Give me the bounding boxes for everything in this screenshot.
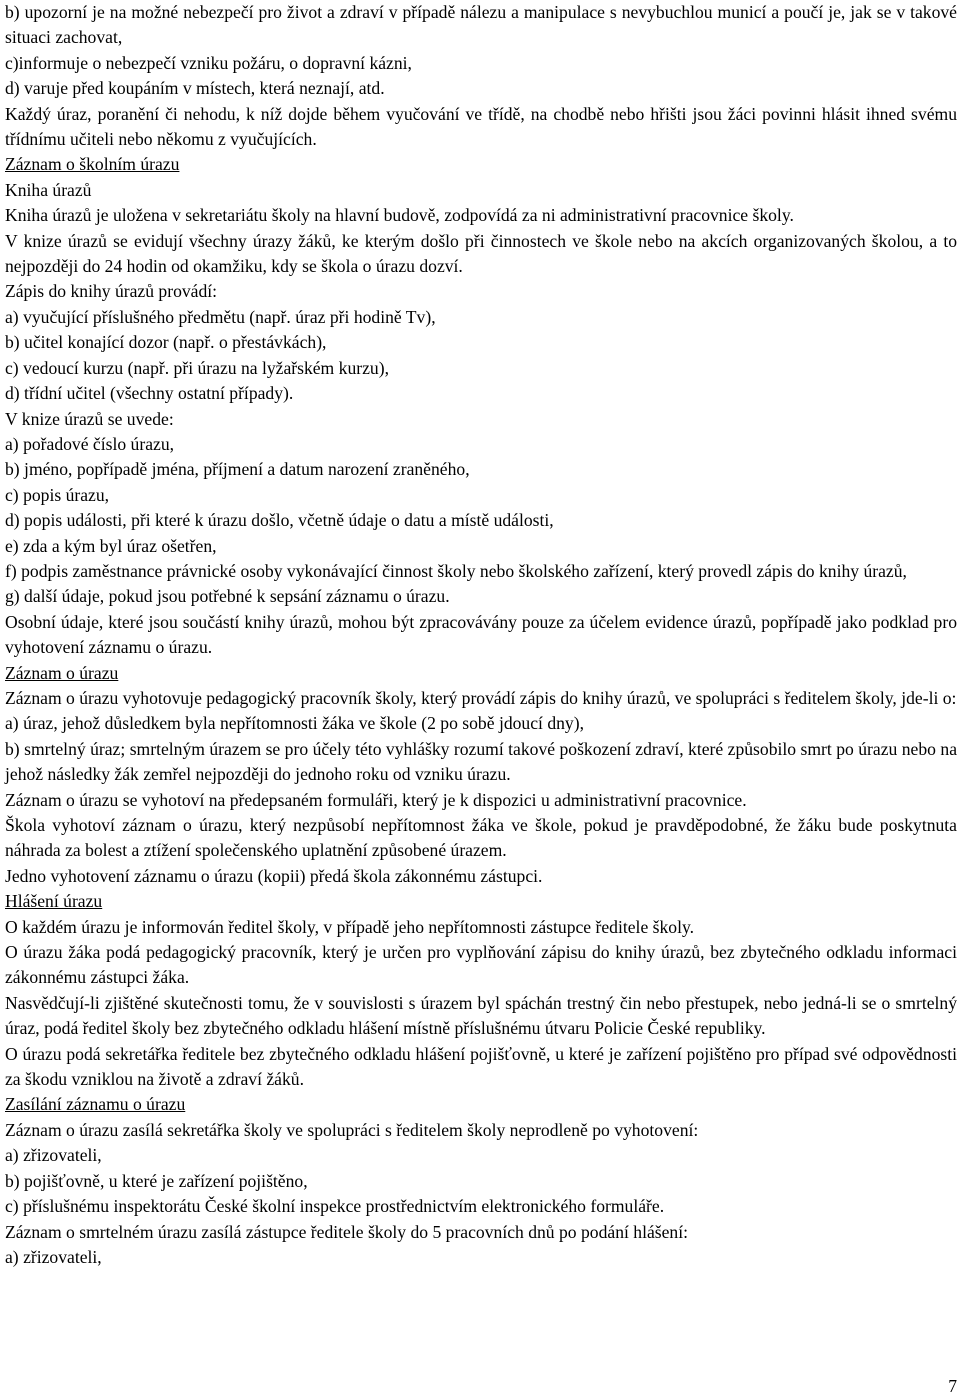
page-number: 7 <box>948 1376 957 1396</box>
section-heading: Zasílání záznamu o úrazu <box>5 1094 186 1115</box>
paragraph: d) varuje před koupáním v místech, která neznají, atd. <box>5 78 385 99</box>
paragraph: Škola vyhotoví záznam o úrazu, který nezpůsobí nepřítomnost žáka ve škole, pokud je pravděpodobné, že žáku bude poskytnuta náhrada za bolest a ztížení společenského uplatnění způsobené úrazem. <box>5 815 957 861</box>
paragraph: Kniha úrazů je uložena v sekretariátu školy na hlavní budově, zodpovídá za ni administrativní pracovnice školy. <box>5 205 794 226</box>
paragraph: Záznam o úrazu zasílá sekretářka školy ve spolupráci s ředitelem školy neprodleně po vyhotovení: <box>5 1119 699 1140</box>
paragraph: b) upozorní je na možné nebezpečí pro život a zdraví v případě nálezu a manipulace s nevybuchlou municí a poučí je, jak se v takové situaci zachovat, <box>5 2 957 48</box>
paragraph: a) vyučující příslušného předmětu (např. úraz při hodině Tv), <box>5 306 436 327</box>
paragraph: b) smrtelný úraz; smrtelným úrazem se pro účely této vyhlášky rozumí takové poškození zdraví, které způsobilo smrt po úrazu nebo na jehož následky žák zemřel nejpozději do jednoho roku od vzniku úrazu. <box>5 738 957 785</box>
paragraph: a) úraz, jehož důsledkem byla nepřítomnosti žáka ve škole (2 po sobě jdoucí dny), <box>5 713 584 734</box>
paragraph: c)informuje o nebezpečí vzniku požáru, o dopravní kázni, <box>5 52 412 73</box>
paragraph: f) podpis zaměstnance právnické osoby vykonávající činnost školy nebo školského zařízení, který provedl zápis do knihy úrazů, <box>5 560 907 581</box>
paragraph: Nasvědčují-li zjištěné skutečnosti tomu, že v souvislosti s úrazem byl spáchán trestný čin nebo přestupek, nebo jedná-li se o smrtelný úraz, podá ředitel školy bez zbytečného odkladu hlášení místně příslušnému útvaru Policie České republiky. <box>5 992 957 1039</box>
paragraph: d) třídní učitel (všechny ostatní případy). <box>5 383 294 404</box>
paragraph: O úrazu podá sekretářka ředitele bez zbytečného odkladu hlášení pojišťovně, u které je zařízení pojištěno pro případ své odpovědnosti za škodu vzniklou na životě a zdraví žáků. <box>5 1043 957 1090</box>
section-heading: Záznam o úrazu <box>5 662 119 683</box>
paragraph: a) zřizovateli, <box>5 1145 102 1166</box>
paragraph: Osobní údaje, které jsou součástí knihy úrazů, mohou být zpracovávány pouze za účelem evidence úrazů, popřípadě jako podklad pro vyhotovení záznamu o úrazu. <box>5 611 957 658</box>
paragraph: O každém úrazu je informován ředitel školy, v případě jeho nepřítomnosti zástupce ředitele školy. <box>5 916 695 937</box>
paragraph: Záznam o smrtelném úrazu zasílá zástupce ředitele školy do 5 pracovních dnů po podání hlášení: <box>5 1221 688 1242</box>
paragraph: c) popis úrazu, <box>5 484 110 505</box>
paragraph: Záznam o úrazu se vyhotoví na předepsaném formuláři, který je k dispozici u administrativní pracovnice. <box>5 789 747 810</box>
paragraph: g) další údaje, pokud jsou potřebné k sepsání záznamu o úrazu. <box>5 586 450 607</box>
section-heading: Hlášení úrazu <box>5 891 103 912</box>
paragraph: b) pojišťovně, u které je zařízení pojištěno, <box>5 1170 308 1191</box>
paragraph: Jedno vyhotovení záznamu o úrazu (kopii) předá škola zákonnému zástupci. <box>5 865 543 886</box>
paragraph: Zápis do knihy úrazů provádí: <box>5 281 218 302</box>
paragraph: d) popis události, při které k úrazu došlo, včetně údaje o datu a místě události, <box>5 510 554 531</box>
paragraph: O úrazu žáka podá pedagogický pracovník, který je určen pro vyplňování zápisu do knihy úrazů, bez zbytečného odkladu informaci zákonnému zástupci žáka. <box>5 942 957 988</box>
paragraph: a) pořadové číslo úrazu, <box>5 433 175 454</box>
paragraph: b) jméno, popřípadě jména, příjmení a datum narození zraněného, <box>5 459 470 480</box>
paragraph: Každý úraz, poranění či nehodu, k níž dojde během vyučování ve třídě, na chodbě nebo hřišti jsou žáci povinni hlásit ihned svému třídnímu učiteli nebo někomu z vyučujících. <box>5 103 957 150</box>
paragraph: c) vedoucí kurzu (např. při úrazu na lyžařském kurzu), <box>5 357 389 378</box>
document-body <box>5 0 957 1270</box>
paragraph: a) zřizovateli, <box>5 1246 102 1267</box>
paragraph: Záznam o úrazu vyhotovuje pedagogický pracovník školy, který provádí zápis do knihy úrazů, ve spolupráci s ředitelem školy, jde-li o: <box>5 687 957 708</box>
paragraph: b) učitel konající dozor (např. o přestávkách), <box>5 332 327 353</box>
paragraph: c) příslušnému inspektorátu České školní inspekce prostřednictvím elektronického formuláře. <box>5 1196 665 1217</box>
paragraph: V knize úrazů se uvede: <box>5 408 174 429</box>
section-heading: Záznam o školním úrazu <box>5 154 180 175</box>
paragraph: V knize úrazů se evidují všechny úrazy žáků, ke kterým došlo při činnostech ve škole nebo na akcích organizovaných školou, a to nejpozději do 24 hodin od okamžiku, kdy se škola o úrazu dozví. <box>5 230 957 277</box>
paragraph: Kniha úrazů <box>5 179 92 200</box>
paragraph: e) zda a kým byl úraz ošetřen, <box>5 535 217 556</box>
